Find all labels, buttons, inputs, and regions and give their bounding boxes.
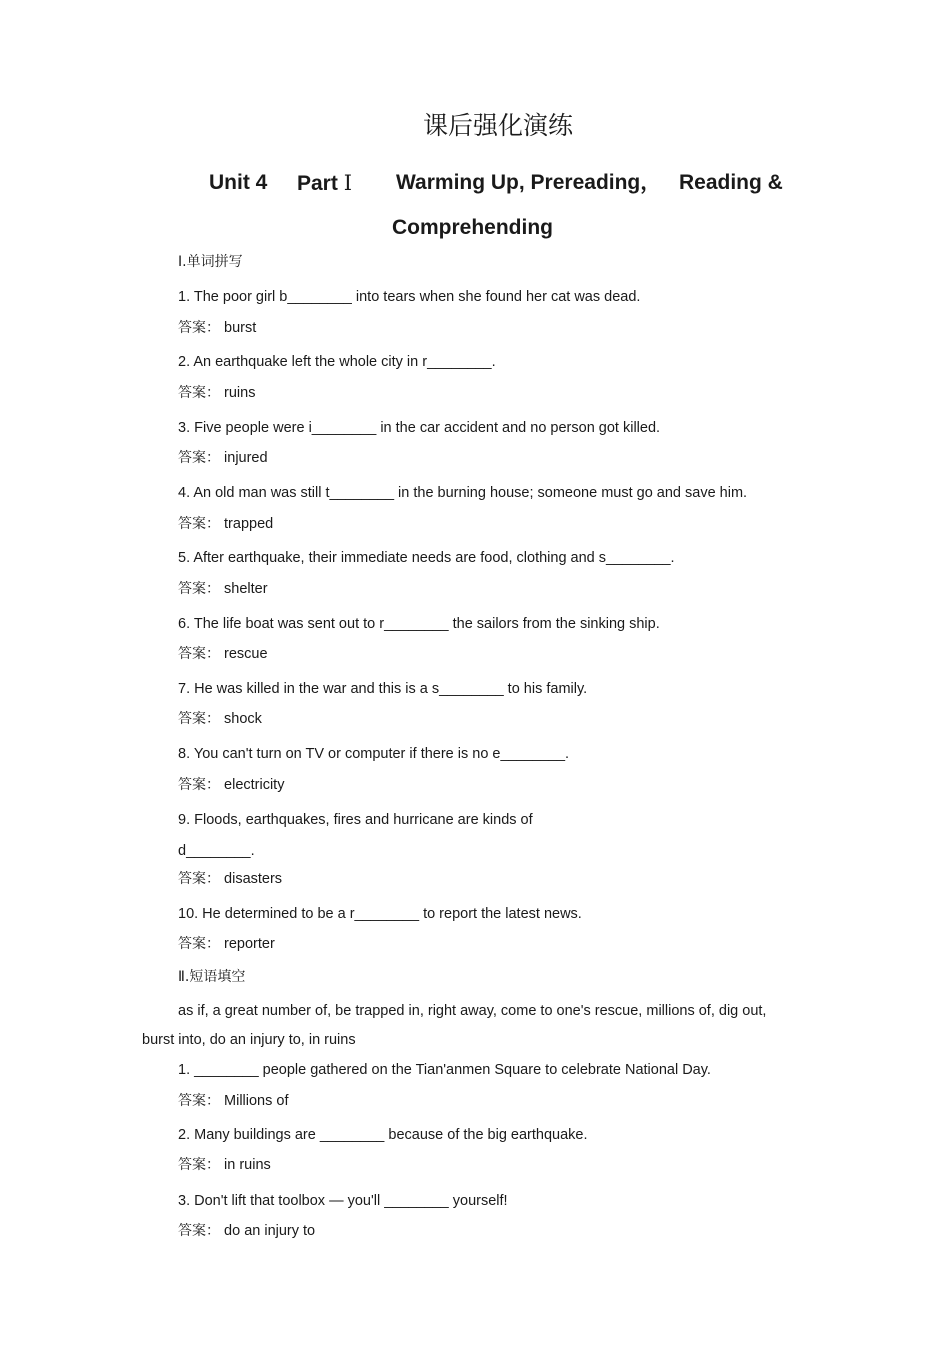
question-1-10: 10. He determined to be a r________ to report the latest news. — [178, 906, 582, 922]
answer-label: 答案： — [178, 646, 220, 662]
answer-text: shock — [224, 711, 262, 727]
question-1-3: 3. Five people were i________ in the car accident and no person got killed. — [178, 420, 661, 436]
answer-label: 答案： — [178, 320, 220, 336]
subtitle-unit: Unit 4 — [209, 171, 268, 194]
section-1-heading: Ⅰ.单词拼写 — [178, 254, 243, 270]
answer-label: 答案： — [178, 516, 220, 532]
answer-1-3 — [178, 449, 268, 467]
answer-2-2 — [178, 1156, 271, 1174]
answer-label: 答案： — [178, 581, 220, 597]
answer-text: rescue — [224, 646, 268, 662]
answer-2-1 — [178, 1092, 289, 1110]
answer-text: burst — [224, 320, 257, 336]
question-1-4: 4. An old man was still t________ in the burning house; someone must go and save him. — [178, 485, 748, 501]
answer-text: disasters — [224, 871, 283, 887]
subtitle-part-label: Part — [297, 172, 338, 195]
answer-2-3 — [178, 1222, 315, 1240]
question-1-5: 5. After earthquake, their immediate needs are food, clothing and s________. — [178, 550, 675, 566]
question-1-2: 2. An earthquake left the whole city in r________. — [178, 354, 496, 370]
answer-text: shelter — [224, 581, 268, 597]
answer-label: 答案： — [178, 1093, 220, 1109]
phrase-bank-line-2: burst into, do an injury to, in ruins — [142, 1032, 356, 1048]
answer-text: do an injury to — [224, 1223, 316, 1239]
question-1-7: 7. He was killed in the war and this is a s________ to his family. — [178, 681, 588, 697]
answer-label: 答案： — [178, 450, 220, 466]
answer-label: 答案： — [178, 871, 220, 887]
answer-label: 答案： — [178, 936, 220, 952]
subtitle-part-numeral: Ⅰ — [343, 171, 352, 195]
question-2-2: 2. Many buildings are ________ because of the big earthquake. — [178, 1127, 588, 1143]
answer-text: electricity — [224, 777, 285, 793]
subtitle-part — [297, 170, 352, 197]
answer-label: 答案： — [178, 777, 220, 793]
question-1-9-cont: d________. — [178, 843, 255, 859]
answer-text: in ruins — [224, 1157, 271, 1173]
subtitle-line-2: Comprehending — [392, 216, 553, 239]
question-1-1: 1. The poor girl b________ into tears when she found her cat was dead. — [178, 289, 641, 305]
question-1-6: 6. The life boat was sent out to r________ the sailors from the sinking ship. — [178, 616, 660, 632]
question-1-8: 8. You can't turn on TV or computer if there is no e________. — [178, 746, 570, 762]
answer-label: 答案： — [178, 1223, 220, 1239]
answer-1-8 — [178, 776, 284, 794]
answer-1-4 — [178, 515, 273, 533]
answer-1-5 — [178, 580, 268, 598]
answer-1-6 — [178, 645, 268, 663]
answer-label: 答案： — [178, 1157, 220, 1173]
answer-1-10 — [178, 935, 275, 953]
question-2-3: 3. Don't lift that toolbox — you'll ________ yourself! — [178, 1193, 508, 1209]
subtitle-topic: Warming Up, Prereading， — [396, 171, 662, 194]
answer-1-1 — [178, 319, 256, 337]
question-1-9: 9. Floods, earthquakes, fires and hurricane are kinds of — [178, 812, 533, 828]
answer-text: reporter — [224, 936, 275, 952]
answer-text: injured — [224, 450, 268, 466]
answer-text: ruins — [224, 385, 256, 401]
answer-1-7 — [178, 710, 262, 728]
section-2-heading: Ⅱ.短语填空 — [178, 969, 246, 985]
subtitle-topic-2: Reading & — [679, 171, 783, 194]
page-title: 课后强化演练 — [422, 111, 573, 140]
answer-label: 答案： — [178, 385, 220, 401]
answer-label: 答案： — [178, 711, 220, 727]
question-2-1: 1. ________ people gathered on the Tian'anmen Square to celebrate National Day. — [178, 1062, 711, 1078]
answer-1-2 — [178, 384, 255, 402]
answer-text: Millions of — [224, 1093, 289, 1109]
phrase-bank-line-1: as if, a great number of, be trapped in, right away, come to one's rescue, millions of, dig out, — [178, 1003, 767, 1019]
answer-1-9 — [178, 870, 282, 888]
answer-text: trapped — [224, 516, 274, 532]
